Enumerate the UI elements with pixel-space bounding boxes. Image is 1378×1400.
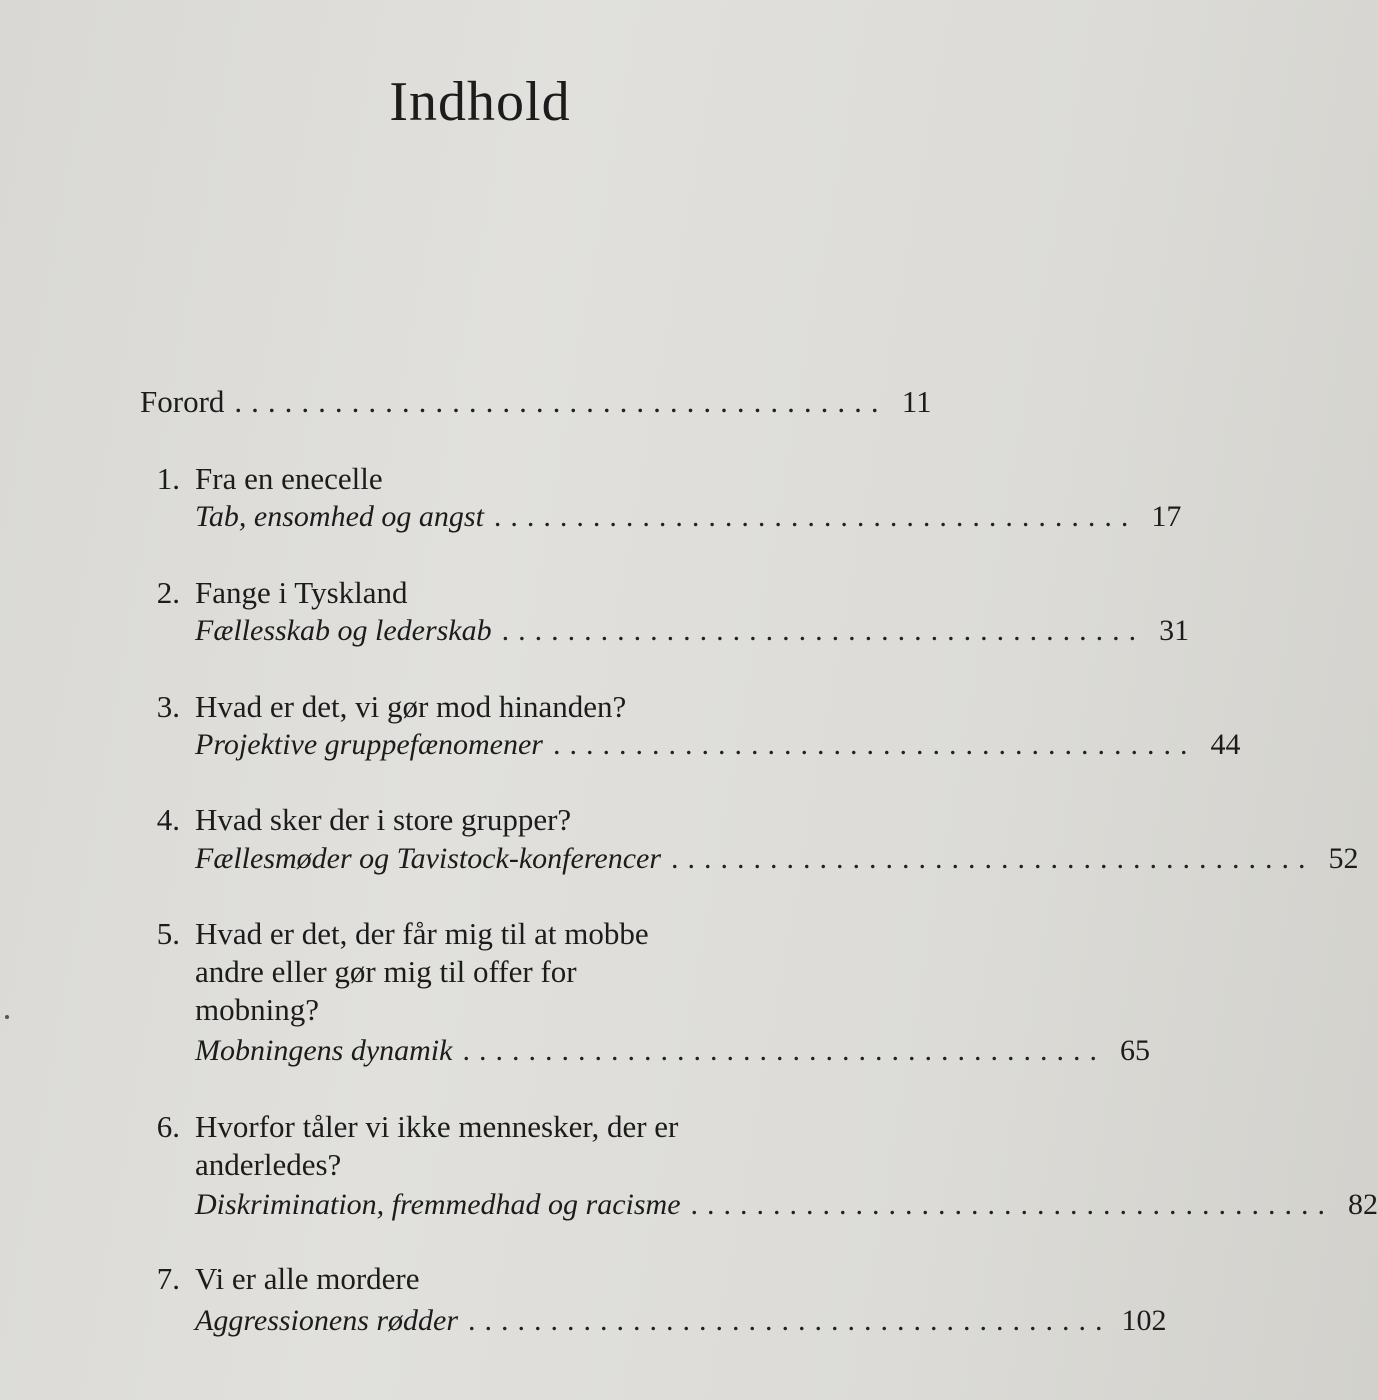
toc-entry-chapter-7[interactable] bbox=[195, 1301, 1167, 1341]
chapter-title[interactable]: Fange i Tyskland bbox=[195, 575, 408, 610]
chapter-number: 3. bbox=[156, 689, 180, 724]
chapter-number: 6. bbox=[156, 1109, 180, 1144]
dot-leader: ....................................... bbox=[234, 384, 888, 419]
chapter-title-line[interactable]: Hvorfor tåler vi ikke mennesker, der er bbox=[195, 1109, 679, 1144]
dot-leader: ....................................... bbox=[501, 614, 1146, 647]
chapter-number: 7. bbox=[156, 1261, 180, 1296]
chapter-subtitle: Fællesmøder og Tavistock-konferencer bbox=[195, 842, 662, 875]
toc-entry-chapter-2[interactable] bbox=[195, 611, 1190, 651]
page-number: 31 bbox=[1159, 614, 1190, 647]
chapter-title[interactable]: Vi er alle mordere bbox=[195, 1261, 420, 1296]
dot-leader: ....................................... bbox=[468, 1304, 1112, 1337]
chapter-title[interactable]: Hvad sker der i store grupper? bbox=[195, 802, 572, 837]
chapter-number: 2. bbox=[156, 575, 180, 610]
page-number: 82 bbox=[1348, 1188, 1378, 1221]
dot-leader: ....................................... bbox=[552, 728, 1197, 761]
toc-entry-chapter-4[interactable] bbox=[195, 839, 1359, 879]
paper-speck bbox=[5, 1015, 9, 1019]
chapter-title-line[interactable]: anderledes? bbox=[195, 1147, 342, 1182]
chapter-subtitle: Tab, ensomhed og angst bbox=[195, 500, 484, 533]
toc-entry-chapter-6[interactable] bbox=[195, 1185, 1378, 1225]
foreword-label: Forord bbox=[140, 384, 225, 419]
chapter-subtitle: Aggressionens rødder bbox=[195, 1304, 459, 1337]
chapter-title[interactable]: Hvad er det, vi gør mod hinanden? bbox=[195, 689, 627, 724]
chapter-title[interactable]: Fra en enecelle bbox=[195, 461, 383, 496]
toc-entry-foreword[interactable] bbox=[140, 382, 932, 422]
toc-entry-chapter-5[interactable] bbox=[195, 1031, 1150, 1071]
dot-leader: ....................................... bbox=[493, 500, 1138, 533]
chapter-title-line[interactable]: Hvad er det, der får mig til at mobbe bbox=[195, 916, 649, 951]
page-number: 52 bbox=[1328, 842, 1359, 875]
dot-leader: ....................................... bbox=[690, 1188, 1335, 1221]
page-title: Indhold bbox=[389, 71, 571, 133]
toc-entry-chapter-1[interactable] bbox=[195, 497, 1182, 537]
dot-leader: ....................................... bbox=[462, 1034, 1106, 1067]
chapter-subtitle: Diskrimination, fremmedhad og racisme bbox=[195, 1188, 681, 1221]
page-number: 17 bbox=[1151, 500, 1182, 533]
chapter-subtitle: Projektive gruppefænomener bbox=[195, 728, 543, 761]
page-number: 102 bbox=[1121, 1304, 1167, 1337]
toc-entry-chapter-3[interactable] bbox=[195, 725, 1241, 765]
chapter-number: 1. bbox=[156, 461, 180, 496]
chapter-number: 5. bbox=[156, 916, 180, 951]
chapter-title-line[interactable]: mobning? bbox=[195, 992, 319, 1027]
chapter-subtitle: Fællesskab og lederskab bbox=[195, 614, 492, 647]
page-number: 44 bbox=[1210, 728, 1241, 761]
chapter-subtitle: Mobningens dynamik bbox=[195, 1034, 453, 1067]
dot-leader: ....................................... bbox=[671, 842, 1315, 875]
chapter-number: 4. bbox=[156, 802, 180, 837]
chapter-title-line[interactable]: andre eller gør mig til offer for bbox=[195, 954, 577, 989]
page-number: 11 bbox=[901, 384, 932, 419]
page-number: 65 bbox=[1119, 1034, 1150, 1067]
